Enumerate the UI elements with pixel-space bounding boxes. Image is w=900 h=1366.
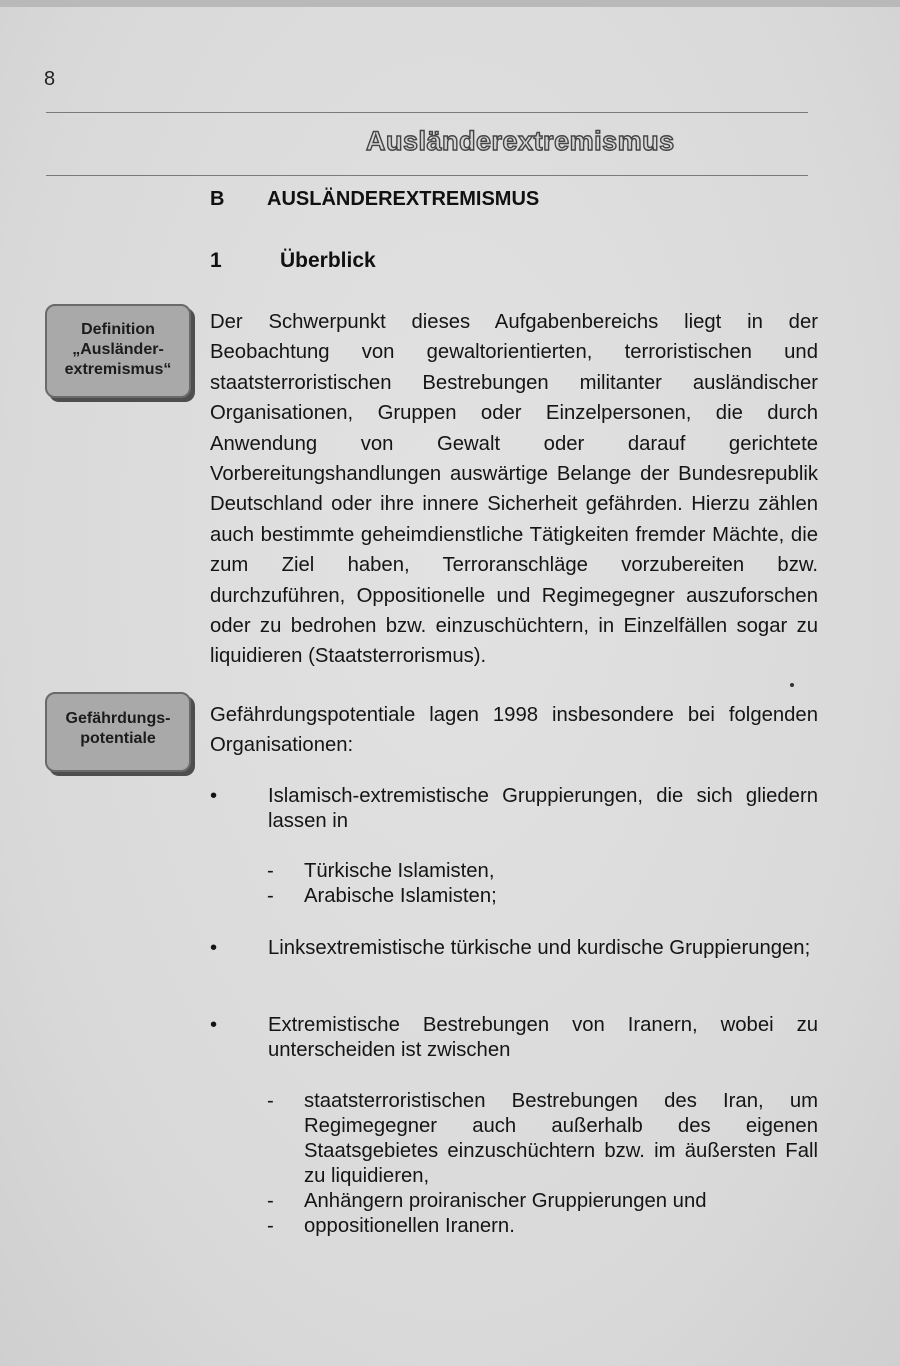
section-title: AUSLÄNDEREXTREMISMUS — [267, 188, 540, 210]
sub-list-item-text: Türkische Islamisten, — [304, 860, 495, 882]
sub-list-item-text: staatsterroristischen Bestrebungen des Iran, um Regimegegner auch außerhalb des eigenen Staatsgebietes einzuschüchtern bzw. im äußersten Fall zu liquidieren, — [304, 1090, 818, 1187]
section-letter: B — [210, 188, 225, 210]
list-item-text: Linksextremistische türkische und kurdische Gruppierungen; — [268, 937, 811, 959]
list-item-text: Extremistische Bestrebungen von Iranern, wobei zu unterscheiden ist zwischen — [268, 1014, 818, 1061]
dash-icon: - — [267, 860, 274, 882]
margin-note-line: potentiale — [80, 730, 156, 747]
header-rule-bottom — [46, 175, 808, 176]
threat-intro-paragraph: Gefährdungspotentiale lagen 1998 insbesondere bei folgenden Organisationen: — [210, 704, 818, 757]
bullet-icon: • — [210, 1014, 218, 1036]
dash-icon: - — [267, 1215, 274, 1237]
sub-list-item-text: oppositionellen Iranern. — [304, 1215, 515, 1237]
running-head: Ausländerextremismus — [366, 126, 675, 156]
margin-note-threat-potential — [45, 692, 191, 772]
dash-icon: - — [267, 1190, 274, 1212]
scan-top-edge — [0, 0, 900, 7]
margin-note-definition — [45, 304, 191, 398]
bullet-icon: • — [210, 937, 218, 959]
margin-note-line: Gefährdungs- — [65, 710, 171, 727]
margin-note-line: extremismus“ — [64, 361, 172, 378]
subsection-heading — [210, 249, 376, 273]
header-rule-top — [46, 112, 808, 113]
page-number: 8 — [44, 68, 56, 90]
dash-icon: - — [267, 885, 274, 907]
dash-icon: - — [267, 1090, 274, 1112]
bullet-icon: • — [210, 785, 218, 807]
margin-note-line: „Ausländer- — [72, 341, 164, 358]
scan-speck — [790, 683, 794, 687]
sub-list-item-text: Anhängern proiranischer Gruppierungen und — [304, 1190, 707, 1212]
subsection-title: Überblick — [280, 249, 376, 272]
definition-paragraph: Der Schwerpunkt dieses Aufgabenbereichs liegt in der Beobachtung von gewaltorientierten, terroristischen und staatsterroristischen Bestrebungen militanter ausländischer Organisationen, Gruppen oder Einzelpersonen, die durch Anwendung von Gewalt oder darauf gerichtete Vorbereitungshandlungen auswärtige Belange der Bundesrepublik Deutschland oder ihre innere Sicherheit gefährden. Hierzu zählen auch bestimmte geheimdienstliche Tätigkeiten fremder Mächte, die zum Ziel haben, Terroranschläge vorzubereiten bzw. durchzuführen, Oppositionelle und Regimegegner auszuforschen oder zu bedrohen bzw. einzuschüchtern, in Einzelfällen sogar zu liquidieren (Staatsterrorismus). — [210, 311, 818, 668]
margin-note-line: Definition — [81, 321, 155, 338]
sub-list-item-text: Arabische Islamisten; — [304, 885, 497, 907]
section-heading — [210, 188, 539, 211]
list-item-text: Islamisch-extremistische Gruppierungen, die sich gliedern lassen in — [268, 785, 818, 832]
subsection-number: 1 — [210, 249, 222, 272]
